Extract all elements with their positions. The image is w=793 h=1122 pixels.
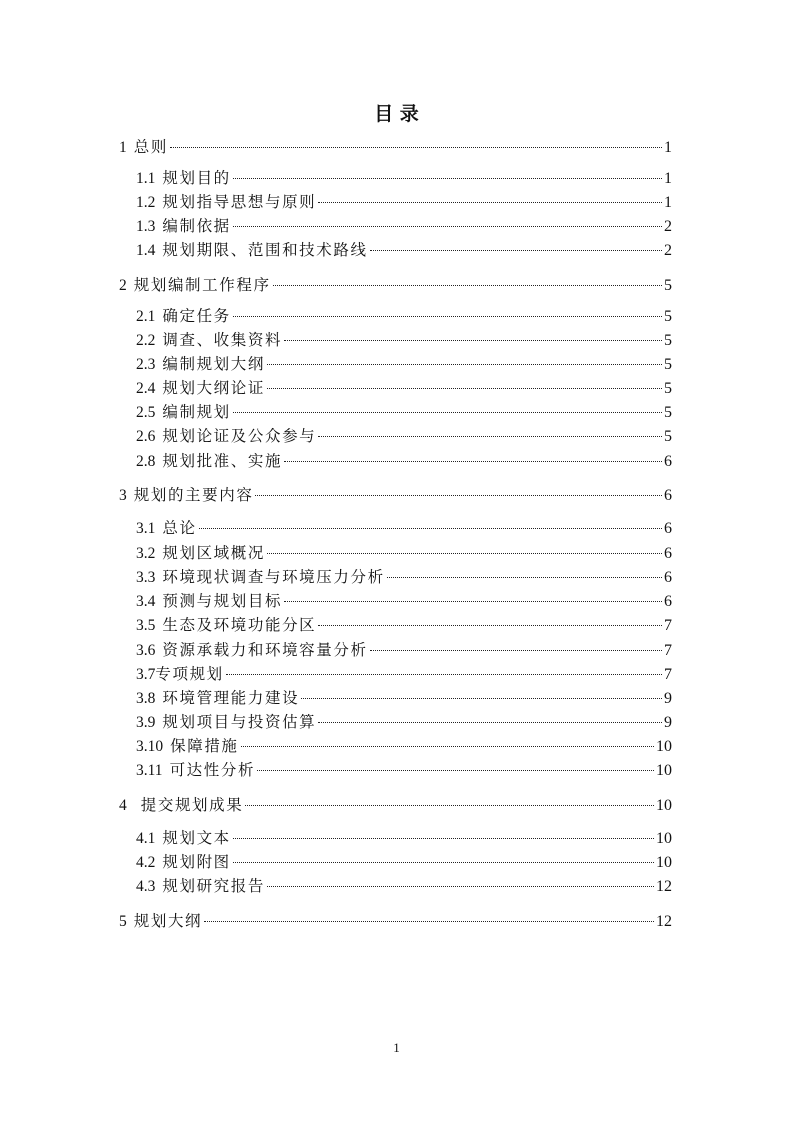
toc-entry-label: 规划指导思想与原则 (162, 193, 317, 211)
toc-entry-number: 1.4 (136, 242, 156, 259)
toc-entry-page: 1 (664, 170, 672, 187)
toc-section-entry (136, 590, 672, 613)
toc-entry-label: 编制规划 (162, 403, 231, 421)
toc-entry-number: 3 (119, 487, 127, 504)
toc-chapter-entry (119, 484, 672, 507)
toc-entry-label: 规划编制工作程序 (133, 276, 271, 294)
toc-entry-page: 10 (656, 854, 672, 871)
toc-entry-number: 2 (119, 277, 127, 294)
toc-section-entry (136, 687, 672, 710)
toc-entry-number: 3.7 (136, 666, 156, 683)
toc-dot-leader (226, 673, 662, 675)
toc-entry-page: 9 (664, 690, 672, 707)
toc-dot-leader (233, 837, 654, 839)
toc-chapter-entry (119, 274, 672, 297)
toc-section-entry (136, 425, 672, 448)
toc-section-entry (136, 305, 672, 328)
toc-entry-number: 3.9 (136, 714, 156, 731)
toc-entry-label: 规划大纲 (133, 912, 203, 930)
toc-entry-page: 7 (664, 617, 672, 634)
toc-dot-leader (318, 435, 662, 437)
toc-dot-leader (241, 745, 654, 747)
toc-entry-label: 专项规划 (155, 665, 224, 683)
toc-section-entry (136, 759, 672, 782)
toc-dot-leader (273, 284, 662, 286)
toc-dot-leader (267, 387, 662, 389)
toc-entry-label: 规划区域概况 (162, 544, 265, 562)
toc-dot-leader (267, 885, 654, 887)
toc-section-entry (136, 377, 672, 400)
toc-entry-number: 2.1 (136, 308, 156, 325)
toc-entry-page: 1 (664, 139, 672, 156)
toc-entry-label: 编制规划大纲 (162, 355, 265, 373)
toc-dot-leader (199, 527, 662, 529)
toc-entry-number: 2.2 (136, 332, 156, 349)
toc-entry-label: 总则 (133, 138, 168, 156)
toc-dot-leader (370, 249, 662, 251)
toc-entry-label: 调查、收集资料 (162, 331, 283, 349)
toc-section-entry (136, 851, 672, 874)
toc-section-entry (136, 827, 672, 850)
toc-entry-page: 6 (664, 545, 672, 562)
toc-dot-leader (318, 624, 662, 626)
toc-dot-leader (233, 225, 662, 227)
toc-entry-page: 1 (664, 194, 672, 211)
toc-entry-page: 7 (664, 642, 672, 659)
toc-entry-page: 6 (664, 487, 672, 504)
toc-chapter-entry (119, 910, 672, 933)
toc-entry-label: 预测与规划目标 (162, 592, 283, 610)
toc-entry-label: 提交规划成果 (140, 796, 244, 814)
toc-entry-page: 6 (664, 569, 672, 586)
toc-entry-page: 12 (656, 878, 672, 895)
toc-entry-number: 3.6 (136, 642, 156, 659)
toc-section-entry (136, 566, 672, 589)
toc-entry-label: 规划目的 (162, 169, 231, 187)
toc-entry-page: 2 (664, 218, 672, 235)
toc-dot-leader (204, 920, 654, 922)
toc-entry-label: 确定任务 (162, 307, 231, 325)
toc-entry-label: 编制依据 (162, 217, 231, 235)
toc-entry-page: 10 (656, 762, 672, 779)
toc-entry-number: 3.10 (136, 738, 164, 755)
toc-section-entry (136, 517, 672, 540)
toc-section-entry (136, 215, 672, 238)
toc-entry-label: 总论 (162, 519, 197, 537)
toc-section-entry (136, 401, 672, 424)
toc-entry-number: 5 (119, 913, 127, 930)
toc-entry-number: 2.4 (136, 380, 156, 397)
toc-section-entry (136, 639, 672, 662)
toc-section-entry (136, 329, 672, 352)
toc-entry-page: 9 (664, 714, 672, 731)
toc-entry-number: 3.11 (136, 762, 163, 779)
toc-entry-label: 可达性分析 (169, 761, 256, 779)
toc-section-entry (136, 663, 672, 686)
toc-section-entry (136, 542, 672, 565)
toc-entry-number: 2.5 (136, 404, 156, 421)
toc-section-entry (136, 450, 672, 473)
toc-entry-page: 5 (664, 404, 672, 421)
toc-chapter-entry (119, 136, 672, 159)
toc-dot-leader (255, 494, 662, 496)
toc-section-entry (136, 614, 672, 637)
toc-entry-label: 生态及环境功能分区 (162, 616, 317, 634)
toc-entry-page: 10 (656, 797, 672, 814)
toc-entry-number: 3.5 (136, 617, 156, 634)
toc-dot-leader (233, 315, 662, 317)
toc-entry-page: 5 (664, 380, 672, 397)
toc-entry-label: 规划文本 (162, 829, 231, 847)
toc-entry-number: 3.8 (136, 690, 156, 707)
toc-entry-number: 3.2 (136, 545, 156, 562)
toc-entry-page: 5 (664, 277, 672, 294)
toc-dot-leader (233, 411, 662, 413)
toc-entry-number: 3.3 (136, 569, 156, 586)
toc-entry-page: 6 (664, 453, 672, 470)
toc-entry-number: 4.3 (136, 878, 156, 895)
toc-entry-page: 7 (664, 666, 672, 683)
toc-entry-label: 规划附图 (162, 853, 231, 871)
toc-dot-leader (301, 697, 662, 699)
toc-entry-number: 4.1 (136, 830, 156, 847)
toc-entry-label: 规划的主要内容 (133, 486, 254, 504)
toc-dot-leader (245, 804, 654, 806)
toc-entry-number: 1 (119, 139, 127, 156)
toc-title: 目 录 (374, 103, 419, 125)
toc-dot-leader (318, 721, 662, 723)
toc-dot-leader (387, 576, 662, 578)
toc-entry-page: 12 (656, 913, 672, 930)
toc-entry-number: 4 (119, 797, 127, 814)
toc-dot-leader (257, 769, 654, 771)
toc-section-entry (136, 191, 672, 214)
toc-entry-page: 5 (664, 332, 672, 349)
toc-entry-number: 1.3 (136, 218, 156, 235)
toc-entry-page: 5 (664, 356, 672, 373)
toc-dot-leader (370, 649, 662, 651)
toc-section-entry (136, 167, 672, 190)
toc-entry-label: 环境管理能力建设 (162, 689, 300, 707)
toc-dot-leader (267, 363, 662, 365)
toc-entry-number: 1.2 (136, 194, 156, 211)
toc-section-entry (136, 239, 672, 262)
toc-entry-page: 10 (656, 738, 672, 755)
toc-section-entry (136, 353, 672, 376)
toc-dot-leader (233, 861, 654, 863)
toc-entry-label: 规划研究报告 (162, 877, 265, 895)
toc-entry-label: 保障措施 (170, 737, 239, 755)
toc-entry-page: 6 (664, 593, 672, 610)
toc-entry-page: 5 (664, 428, 672, 445)
toc-dot-leader (284, 460, 662, 462)
toc-dot-leader (318, 201, 662, 203)
toc-entry-number: 3.4 (136, 593, 156, 610)
toc-entry-number: 4.2 (136, 854, 156, 871)
toc-entry-label: 规划论证及公众参与 (162, 427, 317, 445)
toc-entry-number: 1.1 (136, 170, 156, 187)
toc-section-entry (136, 875, 672, 898)
toc-entry-label: 规划期限、范围和技术路线 (162, 241, 368, 259)
toc-dot-leader (233, 177, 662, 179)
toc-entry-page: 5 (664, 308, 672, 325)
toc-section-entry (136, 735, 672, 758)
toc-entry-number: 2.8 (136, 453, 156, 470)
toc-entry-label: 环境现状调查与环境压力分析 (162, 568, 385, 586)
toc-entry-label: 规划项目与投资估算 (162, 713, 317, 731)
toc-entry-label: 资源承载力和环境容量分析 (162, 641, 368, 659)
toc-entry-number: 3.1 (136, 520, 156, 537)
toc-entry-page: 6 (664, 520, 672, 537)
toc-entry-number: 2.6 (136, 428, 156, 445)
toc-dot-leader (284, 600, 662, 602)
toc-section-entry (136, 711, 672, 734)
toc-dot-leader (170, 146, 662, 148)
toc-entry-page: 10 (656, 830, 672, 847)
toc-dot-leader (284, 339, 662, 341)
page-number: 1 (393, 1040, 400, 1055)
toc-chapter-entry (119, 794, 672, 817)
toc-entry-number: 2.3 (136, 356, 156, 373)
toc-dot-leader (267, 552, 662, 554)
toc-entry-label: 规划大纲论证 (162, 379, 265, 397)
toc-entry-label: 规划批准、实施 (162, 452, 283, 470)
toc-entry-page: 2 (664, 242, 672, 259)
